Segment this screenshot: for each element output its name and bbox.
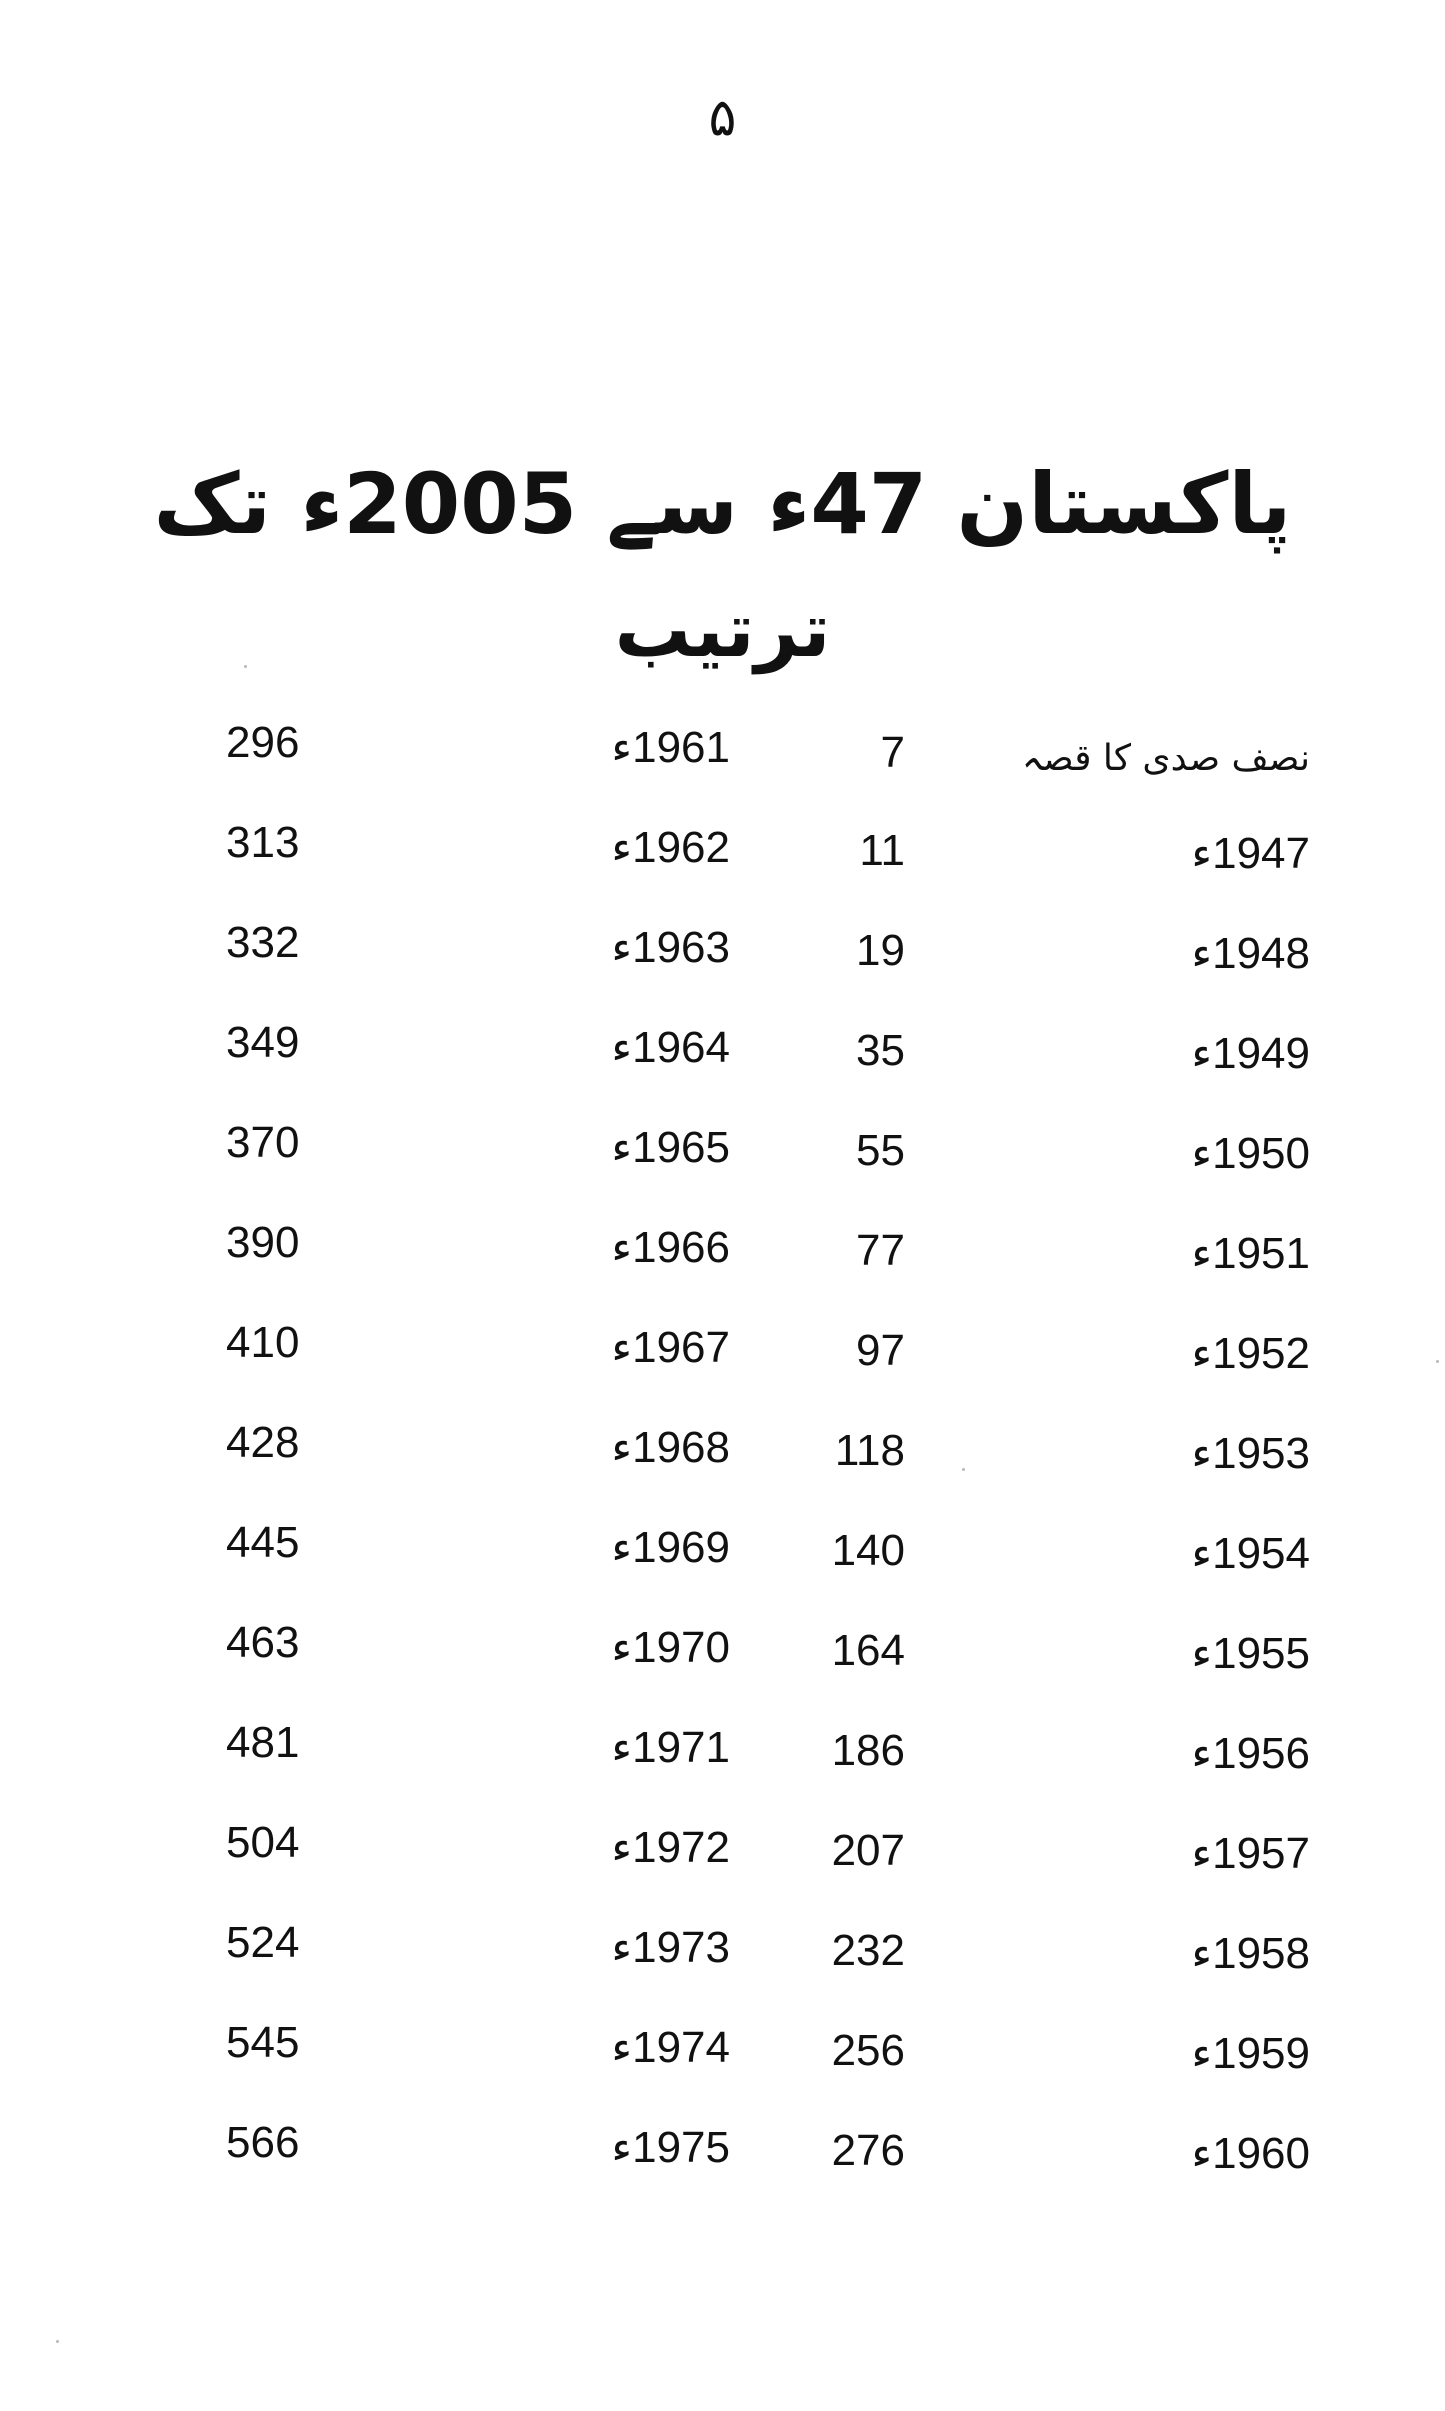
toc-page-number: 566: [226, 2118, 300, 2167]
toc-page-number: 463: [226, 1618, 300, 1667]
toc-page-number: 390: [226, 1218, 300, 1267]
toc-page-number: 164: [831, 1626, 905, 1675]
toc-page-number: 332: [226, 918, 300, 967]
toc-page-number: 140: [831, 1526, 905, 1575]
toc-chapter-label: 1957ء: [1191, 1829, 1310, 1878]
toc-page-number: 428: [226, 1418, 300, 1467]
toc-chapter-label: 1953ء: [1191, 1429, 1310, 1478]
toc-row: [0, 1720, 1445, 1820]
toc-page-number: 410: [226, 1318, 300, 1367]
toc-page-number: 77: [856, 1226, 905, 1275]
toc-chapter-label: 1949ء: [1191, 1029, 1310, 1078]
toc-chapter-label: 1952ء: [1191, 1329, 1310, 1378]
toc-page-number: 19: [856, 926, 905, 975]
toc-page-number: 55: [856, 1126, 905, 1175]
page-subtitle: ترتیب: [614, 585, 831, 674]
toc-chapter-label: 1965ء: [611, 1123, 730, 1172]
toc-chapter-label: 1967ء: [611, 1323, 730, 1372]
toc-page-number: 7: [880, 728, 905, 777]
toc-chapter-label: 1947ء: [1191, 829, 1310, 878]
toc-row: [0, 820, 1445, 920]
toc-row: [0, 1820, 1445, 1920]
toc-page-number: 276: [831, 2126, 905, 2175]
toc-chapter-label: 1950ء: [1191, 1129, 1310, 1178]
scan-speck: [56, 2340, 59, 2343]
toc-page-number: 313: [226, 818, 300, 867]
toc-page-number: 207: [831, 1826, 905, 1875]
toc-page-number: 97: [856, 1326, 905, 1375]
toc-chapter-label: 1958ء: [1191, 1929, 1310, 1978]
toc-chapter-label: 1960ء: [1191, 2129, 1310, 2178]
toc-chapter-label: 1963ء: [611, 923, 730, 972]
toc-page-number: 349: [226, 1018, 300, 1067]
toc-page-number: 296: [226, 718, 300, 767]
toc-chapter-label: 1951ء: [1191, 1229, 1310, 1278]
toc-page-number: 186: [831, 1726, 905, 1775]
toc-chapter-label: 1969ء: [611, 1523, 730, 1572]
toc-chapter-label: 1961ء: [611, 723, 730, 772]
toc-row: [0, 1220, 1445, 1320]
scan-speck: [244, 665, 247, 668]
toc-row: [0, 1120, 1445, 1220]
toc-page-number: 504: [226, 1818, 300, 1867]
toc-chapter-label: 1968ء: [611, 1423, 730, 1472]
toc-row: [0, 1520, 1445, 1620]
toc-chapter-label: 1972ء: [611, 1823, 730, 1872]
toc-row: [0, 1020, 1445, 1120]
page-title: پاکستان 47ء سے 2005ء تک: [153, 455, 1292, 553]
toc-row: [0, 1920, 1445, 2020]
toc-row: [0, 2020, 1445, 2120]
toc-chapter-label: 1955ء: [1191, 1629, 1310, 1678]
toc-chapter-label: 1966ء: [611, 1223, 730, 1272]
toc-page-number: 35: [856, 1026, 905, 1075]
toc-page-number: 445: [226, 1518, 300, 1567]
toc-page-number: 545: [226, 2018, 300, 2067]
toc-chapter-label: 1973ء: [611, 1923, 730, 1972]
toc-row: [0, 1620, 1445, 1720]
scan-speck: [962, 1468, 965, 1471]
toc-chapter-label: 1974ء: [611, 2023, 730, 2072]
toc-page-number: 11: [859, 826, 905, 875]
toc-chapter-label: 1964ء: [611, 1023, 730, 1072]
toc-chapter-label: نصف صدی کا قصہ: [1021, 738, 1310, 779]
toc-page-number: 118: [834, 1426, 905, 1475]
toc-chapter-label: 1948ء: [1191, 929, 1310, 978]
page-number: ۵: [708, 88, 737, 148]
toc-row: [0, 1320, 1445, 1420]
toc-chapter-label: 1962ء: [611, 823, 730, 872]
toc-chapter-label: 1975ء: [611, 2123, 730, 2172]
toc-chapter-label: 1959ء: [1191, 2029, 1310, 2078]
scan-speck: [1436, 1360, 1439, 1363]
toc-page-number: 256: [831, 2026, 905, 2075]
toc-chapter-label: 1971ء: [611, 1723, 730, 1772]
toc-page-number: 524: [226, 1918, 300, 1967]
toc-row: [0, 2120, 1445, 2220]
toc-chapter-label: 1970ء: [611, 1623, 730, 1672]
toc-row: [0, 1420, 1445, 1520]
toc-chapter-label: 1954ء: [1191, 1529, 1310, 1578]
toc-row: [0, 720, 1445, 820]
toc-row: [0, 920, 1445, 1020]
toc-chapter-label: 1956ء: [1191, 1729, 1310, 1778]
toc-page-number: 232: [831, 1926, 905, 1975]
toc-page-number: 481: [226, 1718, 300, 1767]
toc-page-number: 370: [226, 1118, 300, 1167]
